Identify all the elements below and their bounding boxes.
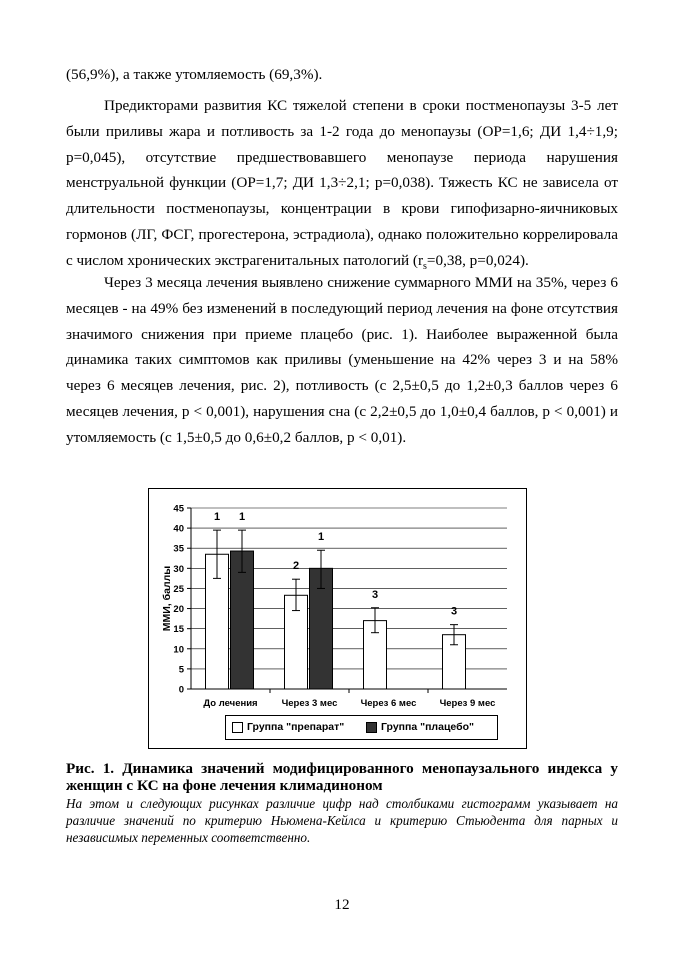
page-number: 12 [334, 896, 350, 913]
legend-label-placebo: Группа "плацебо" [381, 721, 474, 733]
y-tick-label: 0 [178, 684, 184, 696]
legend-item-drug [232, 721, 344, 733]
chart-frame [148, 488, 527, 749]
significance-label: 2 [292, 560, 300, 573]
significance-label: 3 [450, 605, 458, 618]
y-tick-label: 20 [173, 604, 184, 616]
paragraph-2-text: Предикторами развития КС тяжелой степени в сроки постменопаузы 3-5 лет были приливы жара и потливость за 1-2 года до менопаузы (ОР=1,6; ДИ 1,4÷1,9; p=0,045), отсутствие предшествовавшего менопаузе периода нарушения менструальной функции (ОР=1,7; ДИ 1,3÷2,1; p=0,038). Тяжесть КС не зависела от длительности постменопаузы, концентрации в крови гипофизарно-яичниковых гормонов (ЛГ, ФСГ, прогестерона, эстрадиола), однако положительно коррелировала с числом хронических экстрагенитальных патологий (r [66, 97, 618, 269]
legend-label-drug: Группа "препарат" [247, 721, 345, 733]
paragraph-3: Через 3 месяца лечения выявлено снижение суммарного ММИ на 35%, через 6 месяцев - на 49% без изменений в последующий период лечения на фоне отсутствия значимого снижения при приеме плацебо (рис. 1). Наиболее выраженной была динамика таких симптомов как приливы (уменьшение на 42% через 3 и на 58% через 6 месяцев лечения, рис. 2), потливость (с 2,5±0,5 до 1,2±0,3 баллов через 6 месяцев лечения, p < 0,001), нарушения сна (с 2,2±0,5 до 1,0±0,4 баллов, p < 0,001) и утомляемость (с 1,5±0,5 до 0,6±0,2 баллов, p < 0,01). [66, 274, 618, 446]
paragraph-1: (56,9%), а также утомляемость (69,3%). [66, 66, 323, 83]
subscript-s: s [423, 260, 427, 272]
significance-label: 1 [213, 511, 221, 524]
x-tick-label: Через 6 мес [360, 698, 417, 709]
x-tick-label: До лечения [203, 698, 258, 709]
figure-caption-title: Рис. 1. Динамика значений модифицированного менопаузального индекса у женщин с КС на фоне лечения климадиноном [66, 760, 618, 794]
legend-swatch-drug [232, 722, 243, 733]
y-tick-label: 30 [173, 563, 184, 575]
y-tick-label: 5 [178, 664, 184, 676]
legend-item-placebo [366, 721, 474, 733]
x-tick-label: Через 3 мес [281, 698, 338, 709]
x-tick-label: Через 9 мес [439, 698, 496, 709]
significance-label: 1 [238, 511, 246, 524]
significance-label: 1 [317, 531, 325, 544]
figure-caption-note: На этом и следующих рисунках различие цифр над столбиками гистограмм указывает на различие значений по критерию Ньюмена-Кейлса и критерию Стьюдента для парных и независимых переменных соответственно. [66, 796, 618, 845]
paragraph-2 [66, 93, 618, 280]
y-tick-label: 40 [173, 523, 184, 535]
y-tick-label: 45 [173, 503, 184, 515]
paragraph-2-end: =0,38, p=0,024). [426, 251, 529, 269]
y-tick-label: 15 [173, 624, 184, 636]
y-tick-label: 10 [173, 644, 184, 656]
bar-chart [149, 489, 526, 748]
chart-legend [225, 715, 498, 740]
legend-swatch-placebo [366, 722, 377, 733]
significance-label: 3 [371, 588, 379, 601]
y-tick-label: 25 [173, 583, 184, 595]
y-axis-label: ММИ, баллы [161, 565, 173, 632]
y-tick-label: 35 [173, 543, 184, 555]
